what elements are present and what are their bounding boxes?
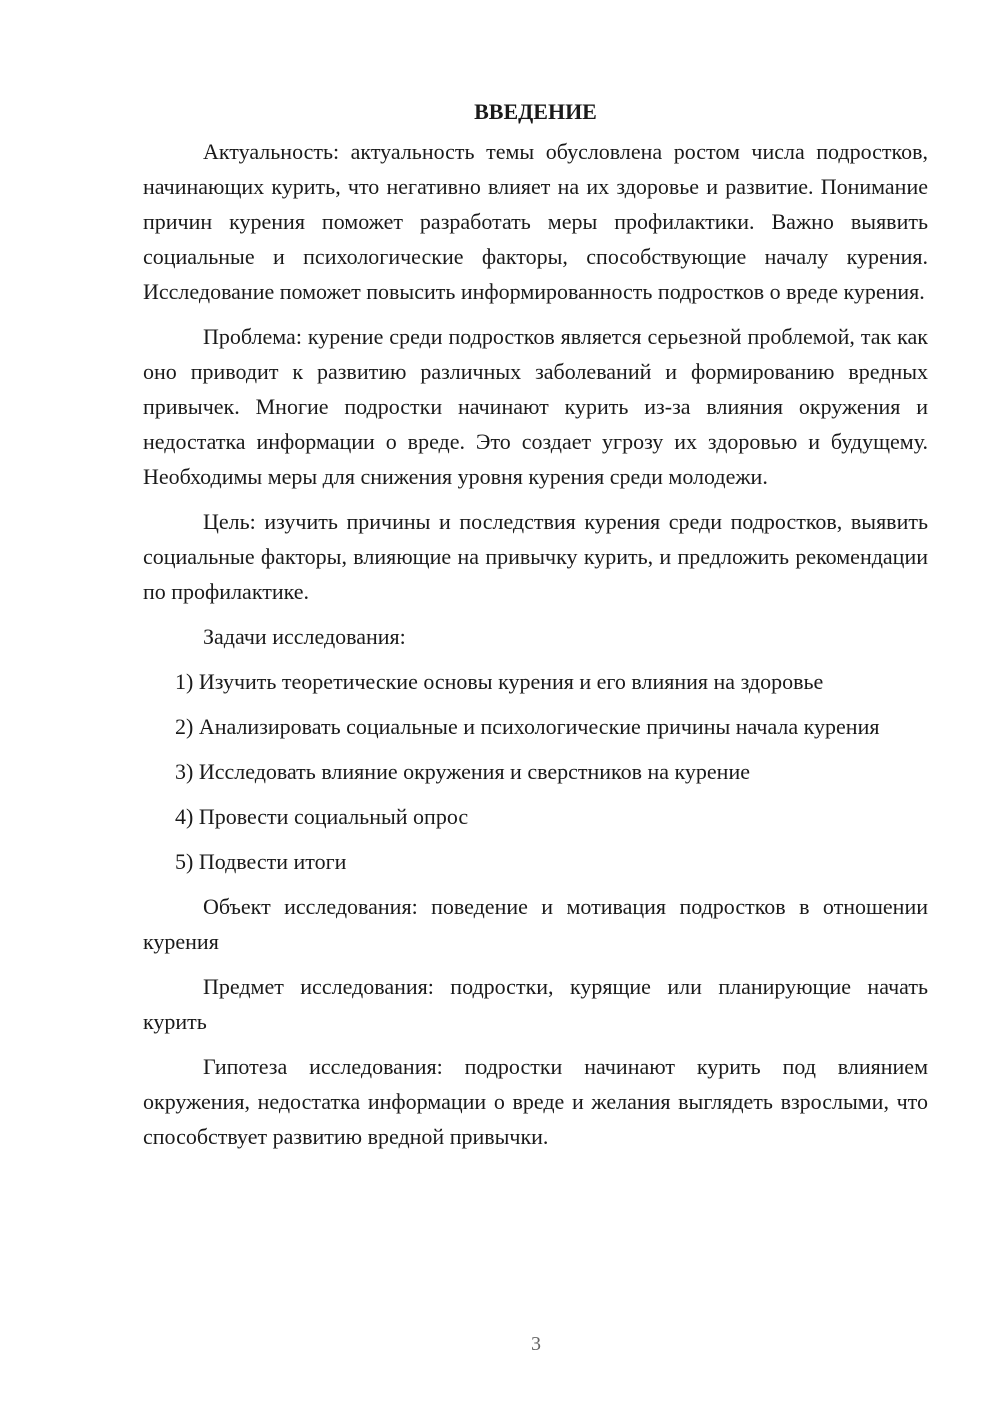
paragraph-object: Объект исследования: поведение и мотивация подростков в отношении курения <box>143 894 928 954</box>
task-item: 5) Подвести итоги <box>175 849 347 874</box>
task-item: 1) Изучить теоретические основы курения и его влияния на здоровье <box>175 669 824 694</box>
paragraph-goal: Цель: изучить причины и последствия курения среди подростков, выявить социальные факторы, влияющие на привычку курить, и предложить рекомендации по профилактике. <box>143 509 928 604</box>
page-number: 3 <box>531 1333 541 1355</box>
page-title: ВВЕДЕНИЕ <box>474 99 597 124</box>
paragraph-relevance: Актуальность: актуальность темы обусловлена ростом числа подростков, начинающих курить, что негативно влияет на их здоровье и развитие. Понимание причин курения поможет разработать меры профилактики. Важно выявить социальные и психологические факторы, способствующие началу курения. Исследование поможет повысить информированность подростков о вреде курения. <box>143 139 928 304</box>
task-item: 2) Анализировать социальные и психологические причины начала курения <box>175 714 880 739</box>
task-item: 4) Провести социальный опрос <box>175 804 469 829</box>
page-content <box>143 94 928 1164</box>
tasks-heading: Задачи исследования: <box>203 624 406 649</box>
task-item: 3) Исследовать влияние окружения и сверстников на курение <box>175 759 750 784</box>
paragraph-subject: Предмет исследования: подростки, курящие или планирующие начать курить <box>143 974 928 1034</box>
paragraph-hypothesis: Гипотеза исследования: подростки начинают курить под влиянием окружения, недостатка информации о вреде и желания выглядеть взрослыми, что способствует развитию вредной привычки. <box>143 1054 928 1149</box>
paragraph-problem: Проблема: курение среди подростков является серьезной проблемой, так как оно приводит к развитию различных заболеваний и формированию вредных привычек. Многие подростки начинают курить из-за влияния окружения и недостатка информации о вреде. Это создает угрозу их здоровью и будущему. Необходимы меры для снижения уровня курения среди молодежи. <box>143 324 928 489</box>
